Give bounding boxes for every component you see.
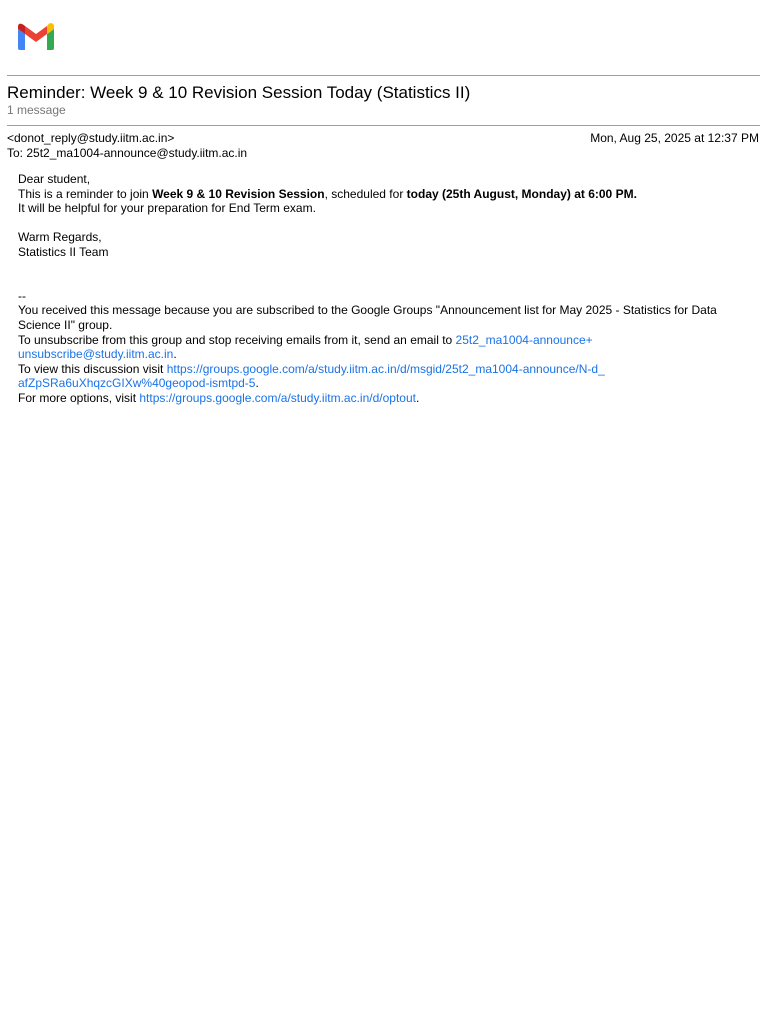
footer-separator: -- — [18, 288, 26, 303]
unsubscribe-line: To unsubscribe from this group and stop receiving emails from it, send an email to 25t2_ma1004-announce+ unsubscribe@study.iitm.ac.in. — [18, 332, 593, 362]
view-discussion-line: To view this discussion visit https://groups.google.com/a/study.iitm.ac.in/d/msgid/25t2_ma1004-announce/N-d_ afZpSRa6uXhqzcGIXw%40geopod-ismtpd-5. — [18, 361, 605, 391]
email-body — [18, 172, 740, 406]
unsubscribe-link[interactable]: 25t2_ma1004-announce+ unsubscribe@study.iitm.ac.in — [18, 332, 593, 362]
header-divider — [7, 75, 760, 76]
signoff: Warm Regards, — [18, 230, 102, 245]
sender-address: <donot_reply@study.iitm.ac.in> — [7, 131, 175, 145]
reminder-text-1: This is a reminder to join — [18, 186, 153, 201]
team-signature: Statistics II Team — [18, 244, 109, 259]
email-subject: Reminder: Week 9 & 10 Revision Session Today (Statistics II) — [7, 83, 471, 102]
more-options-link[interactable]: https://groups.google.com/a/study.iitm.ac.in/d/optout — [139, 390, 416, 405]
gmail-logo-icon — [16, 21, 56, 51]
more-options-line: For more options, visit https://groups.google.com/a/study.iitm.ac.in/d/optout. — [18, 390, 420, 405]
message-count: 1 message — [7, 103, 66, 117]
session-time: today (25th August, Monday) at 6:00 PM — [406, 186, 634, 201]
helpful-line: It will be helpful for your preparation for End Term exam. — [18, 201, 316, 216]
unsubscribe-text: To unsubscribe from this group and stop receiving emails from it, send an email to — [18, 332, 456, 347]
subject-divider — [7, 125, 760, 126]
view-text: To view this discussion visit — [18, 361, 167, 376]
greeting: Dear student, — [18, 172, 91, 186]
subscribed-notice: You received this message because you are subscribed to the Google Groups "Announcement list for May 2025 - Statistics for Data Science II" group. — [18, 303, 717, 332]
session-name: Week 9 & 10 Revision Session — [152, 186, 325, 201]
reminder-text-2: , scheduled for — [324, 186, 407, 201]
options-text: For more options, visit — [18, 390, 140, 405]
view-discussion-link[interactable]: https://groups.google.com/a/study.iitm.ac.in/d/msgid/25t2_ma1004-announce/N-d_ afZpSRa6uXhqzcGIXw%40geopod-ismtpd-5 — [18, 361, 605, 391]
reminder-period: . — [633, 186, 637, 201]
recipient-address: To: 25t2_ma1004-announce@study.iitm.ac.in — [7, 146, 248, 160]
email-date: Mon, Aug 25, 2025 at 12:37 PM — [590, 131, 759, 145]
reminder-line — [18, 187, 740, 202]
